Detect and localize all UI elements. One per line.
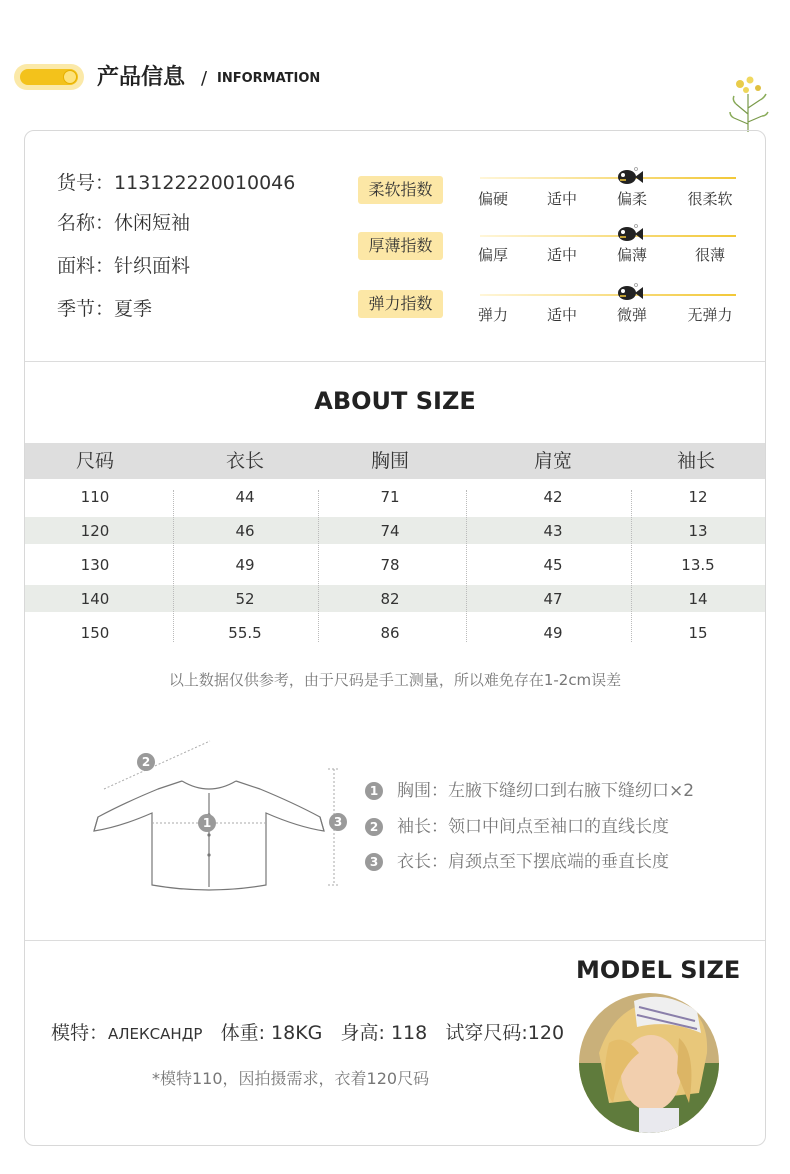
thickness-index-tag: 厚薄指数 bbox=[358, 232, 443, 260]
legend-number: 3 bbox=[365, 853, 383, 871]
table-cell: 86 bbox=[380, 624, 400, 642]
flower-decoration-icon bbox=[728, 74, 772, 134]
info-value: 夏季 bbox=[114, 298, 153, 320]
info-name bbox=[57, 211, 190, 235]
model-name-label: 模特： bbox=[51, 1022, 109, 1044]
model-height: 身高: 118 bbox=[340, 1022, 428, 1044]
info-value: 休闲短袖 bbox=[114, 212, 191, 234]
table-cell: 15 bbox=[688, 624, 708, 642]
model-weight: 体重: 18KG bbox=[220, 1022, 323, 1044]
table-cell: 43 bbox=[543, 522, 563, 540]
table-cell: 78 bbox=[380, 556, 400, 574]
thickness-level: 适中 bbox=[546, 246, 577, 264]
info-season bbox=[57, 297, 152, 321]
fish-marker-icon bbox=[616, 166, 644, 188]
thickness-scale-line bbox=[480, 235, 736, 237]
section-divider bbox=[25, 940, 765, 941]
model-name: АЛЕКСАНДР bbox=[108, 1025, 203, 1043]
marker-sleeve: 2 bbox=[137, 753, 155, 771]
legend-length: 衣长：肩颈点至下摆底端的垂直长度 bbox=[397, 852, 669, 872]
info-label: 名称： bbox=[57, 212, 115, 234]
elasticity-level: 弹力 bbox=[477, 306, 508, 324]
fish-marker-icon bbox=[616, 282, 644, 304]
softness-level: 适中 bbox=[546, 190, 577, 208]
thickness-level: 很薄 bbox=[694, 246, 725, 264]
measurement-note: 以上数据仅供参考，由于尺码是手工测量，所以难免存在1-2cm误差 bbox=[168, 671, 622, 689]
column-divider bbox=[466, 490, 467, 642]
table-cell: 49 bbox=[543, 624, 563, 642]
thickness-level: 偏厚 bbox=[477, 246, 508, 264]
softness-scale-line bbox=[480, 177, 736, 179]
table-cell: 52 bbox=[235, 590, 255, 608]
table-cell: 74 bbox=[380, 522, 400, 540]
model-info bbox=[51, 1021, 564, 1046]
model-fit-size: 试穿尺码:120 bbox=[445, 1022, 565, 1044]
elasticity-scale-line bbox=[480, 294, 736, 296]
info-sku bbox=[57, 171, 295, 195]
marker-length: 3 bbox=[329, 813, 347, 831]
table-cell: 47 bbox=[543, 590, 563, 608]
softness-level: 很柔软 bbox=[687, 190, 733, 208]
softness-level: 偏硬 bbox=[477, 190, 508, 208]
shirt-diagram bbox=[84, 735, 354, 895]
info-label: 货号： bbox=[57, 172, 115, 194]
legend-number: 2 bbox=[365, 818, 383, 836]
thickness-level: 偏薄 bbox=[616, 246, 647, 264]
marker-chest: 1 bbox=[198, 814, 216, 832]
table-cell: 44 bbox=[235, 488, 255, 506]
model-note: *模特110，因拍摄需求，衣着120尺码 bbox=[152, 1069, 430, 1088]
table-cell: 14 bbox=[688, 590, 708, 608]
elasticity-level: 无弹力 bbox=[687, 306, 733, 324]
header-pill-dot bbox=[63, 70, 77, 84]
section-subtitle: INFORMATION bbox=[217, 71, 321, 86]
info-value: 113122220010046 bbox=[114, 172, 296, 194]
size-title: ABOUT SIZE bbox=[314, 387, 476, 415]
elasticity-level: 微弹 bbox=[616, 306, 647, 324]
model-avatar bbox=[579, 993, 719, 1133]
info-label: 面料： bbox=[57, 255, 115, 277]
softness-index-tag: 柔软指数 bbox=[358, 176, 443, 204]
info-value: 针织面料 bbox=[114, 255, 191, 277]
table-cell: 82 bbox=[380, 590, 400, 608]
table-cell: 49 bbox=[235, 556, 255, 574]
info-label: 季节： bbox=[57, 298, 115, 320]
column-header: 尺码 bbox=[75, 450, 114, 472]
column-divider bbox=[173, 490, 174, 642]
table-cell: 140 bbox=[80, 590, 110, 608]
info-fabric bbox=[57, 254, 190, 278]
table-cell: 13 bbox=[688, 522, 708, 540]
column-divider bbox=[631, 490, 632, 642]
column-divider bbox=[318, 490, 319, 642]
table-cell: 120 bbox=[80, 522, 110, 540]
table-cell: 55.5 bbox=[228, 624, 262, 642]
table-cell: 12 bbox=[688, 488, 708, 506]
table-cell: 13.5 bbox=[681, 556, 715, 574]
fish-marker-icon bbox=[616, 223, 644, 245]
table-cell: 110 bbox=[80, 488, 110, 506]
table-cell: 42 bbox=[543, 488, 563, 506]
column-header: 胸围 bbox=[370, 450, 409, 472]
legend-number: 1 bbox=[365, 782, 383, 800]
column-header: 袖长 bbox=[676, 450, 715, 472]
elasticity-level: 适中 bbox=[546, 306, 577, 324]
legend-chest: 胸围：左腋下缝纫口到右腋下缝纫口×2 bbox=[397, 781, 695, 801]
softness-level: 偏柔 bbox=[616, 190, 647, 208]
model-title: MODEL SIZE bbox=[576, 956, 741, 984]
table-cell: 71 bbox=[380, 488, 400, 506]
legend-sleeve: 袖长：领口中间点至袖口的直线长度 bbox=[397, 817, 669, 837]
section-divider bbox=[25, 361, 765, 362]
table-cell: 130 bbox=[80, 556, 110, 574]
column-header: 肩宽 bbox=[533, 450, 572, 472]
title-divider: / bbox=[201, 68, 208, 89]
elasticity-index-tag: 弹力指数 bbox=[358, 290, 443, 318]
section-title: 产品信息 bbox=[97, 65, 186, 90]
table-cell: 46 bbox=[235, 522, 255, 540]
column-header: 衣长 bbox=[225, 450, 264, 472]
table-cell: 45 bbox=[543, 556, 563, 574]
table-cell: 150 bbox=[80, 624, 110, 642]
